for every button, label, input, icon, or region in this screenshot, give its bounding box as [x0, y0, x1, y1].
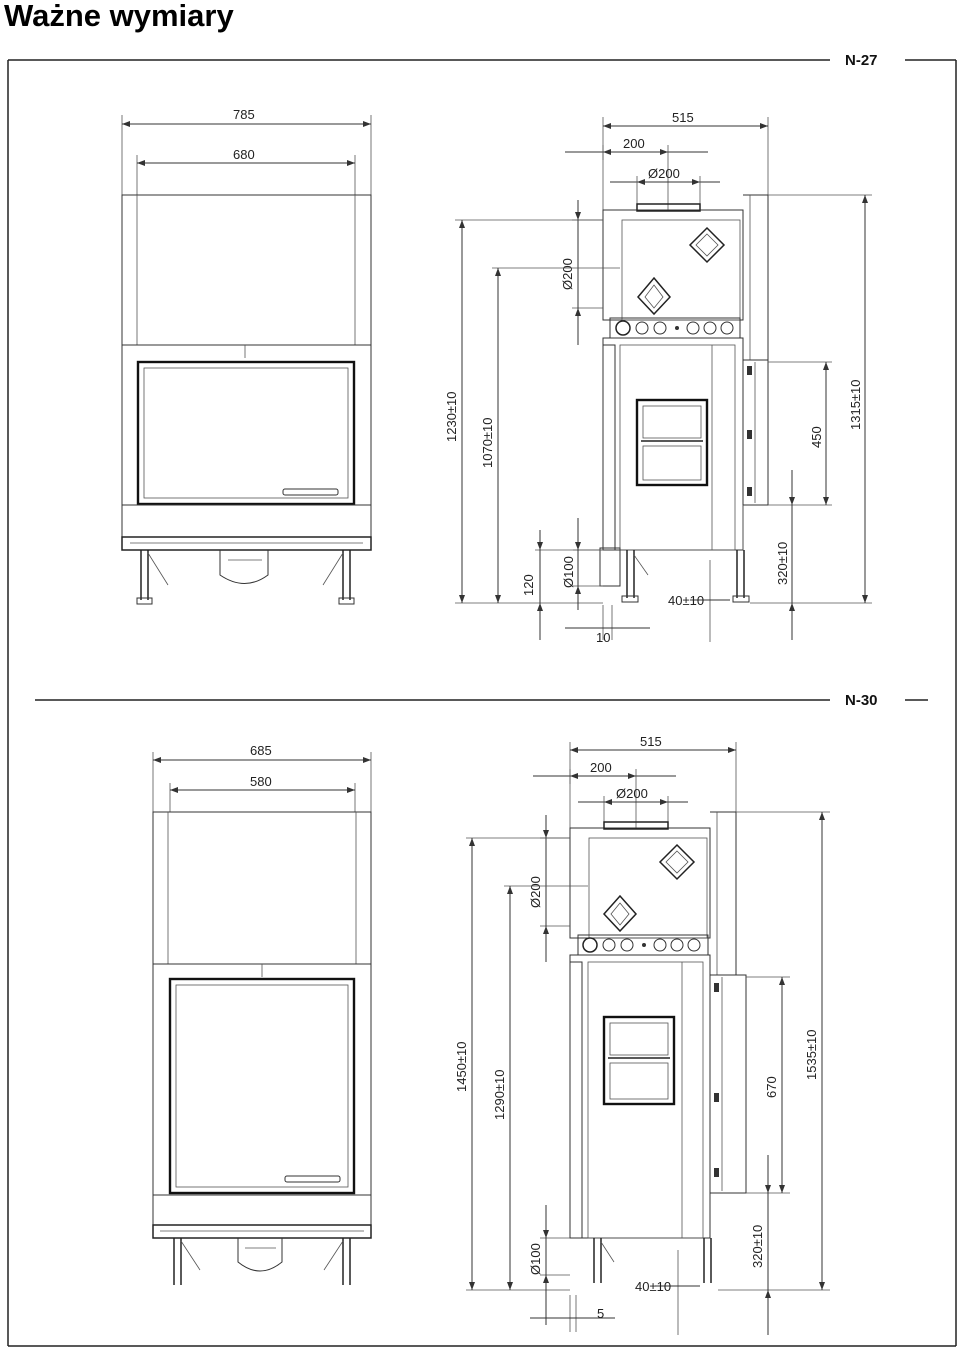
n27-front-view: [122, 107, 371, 604]
n27-dim-leg-adjust: 40±10: [668, 593, 705, 608]
n27-dim-offset-bottom: 10: [596, 630, 611, 645]
n27-dim-flue-top: Ø200: [648, 166, 680, 181]
n30-side-view: [454, 734, 830, 1335]
n30-dim-width-inner: 580: [250, 774, 272, 789]
n27-dim-flue-offset: 200: [623, 136, 645, 151]
n27-side-view: [444, 110, 872, 645]
n30-dim-flue-top: Ø200: [616, 786, 648, 801]
section-n30-header: [35, 692, 928, 709]
section-n27-frame: [8, 52, 956, 1346]
n27-dim-depth: 515: [672, 110, 694, 125]
n30-dim-height-base: 320±10: [750, 1224, 765, 1268]
n27-dim-width-outer: 785: [233, 107, 255, 122]
n30-dim-offset-bottom: 5: [597, 1306, 605, 1321]
section-label-n30: N-30: [845, 692, 878, 709]
n27-dim-air-inlet: Ø100: [561, 556, 576, 588]
n30-front-view: [153, 743, 371, 1285]
n27-dim-height-right: 1315±10: [848, 379, 863, 430]
n27-dim-height-total: 1230±10: [444, 391, 459, 442]
n27-dim-height-base: 320±10: [775, 541, 790, 585]
page-title: Ważne wymiary: [4, 0, 234, 33]
n27-dim-width-inner: 680: [233, 147, 255, 162]
n30-dim-leg-adjust: 40±10: [635, 1279, 672, 1294]
n30-dim-flue-back: Ø200: [528, 876, 543, 908]
n27-dim-height-air: 120: [521, 574, 536, 596]
n27-dim-height-panel: 450: [809, 426, 824, 448]
section-label-n27: N-27: [845, 52, 878, 69]
n27-dim-height-flue: 1070±10: [480, 417, 495, 468]
n30-dim-width-outer: 685: [250, 743, 272, 758]
n30-dim-air-inlet: Ø100: [528, 1243, 543, 1275]
n30-dim-height-panel: 670: [764, 1076, 779, 1098]
n27-dim-flue-back: Ø200: [560, 258, 575, 290]
n30-dim-height-flue: 1290±10: [492, 1069, 507, 1120]
n30-dim-depth: 515: [640, 734, 662, 749]
n30-dim-height-total: 1450±10: [454, 1041, 469, 1092]
n30-dim-flue-offset: 200: [590, 760, 612, 775]
n30-dim-height-right: 1535±10: [804, 1029, 819, 1080]
